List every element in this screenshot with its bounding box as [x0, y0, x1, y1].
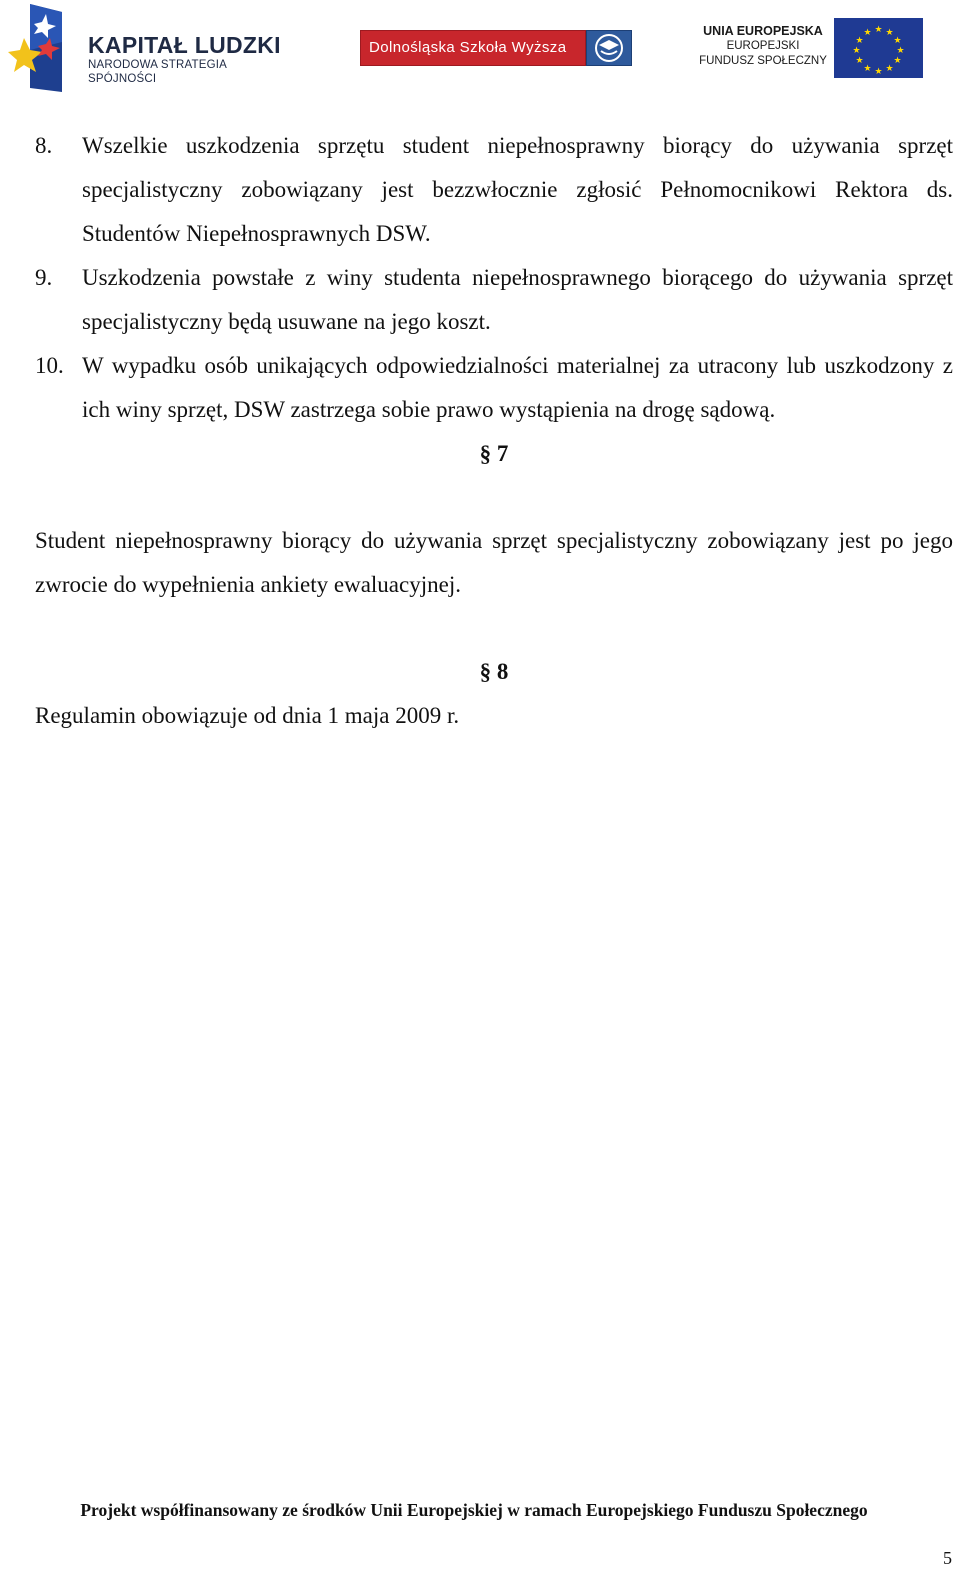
- page-header: [0, 0, 960, 100]
- svg-text:★: ★: [855, 36, 864, 46]
- svg-text:★: ★: [863, 28, 872, 38]
- dsw-emblem-icon: [586, 30, 632, 66]
- kapital-ludzki-logo: [4, 2, 294, 94]
- item-number: 8.: [35, 133, 53, 158]
- item-text: Uszkodzenia powstałe z winy studenta niepełnosprawnego biorącego do używania sprzęt specjalistyczny będą usuwane na jego koszt.: [82, 265, 953, 334]
- dsw-logo: [360, 30, 632, 66]
- eu-line-2: EUROPEJSKI: [726, 40, 800, 52]
- svg-text:★: ★: [893, 56, 902, 66]
- item-text: W wypadku osób unikających odpowiedzialności materialnej za utracony lub uszkodzony z ich winy sprzęt, DSW zastrzega sobie prawo wystąpienia na drogę sądową.: [82, 353, 953, 422]
- svg-text:★: ★: [885, 28, 894, 38]
- svg-text:★: ★: [896, 46, 905, 56]
- item-text: Wszelkie uszkodzenia sprzętu student niepełnosprawny biorący do używania sprzęt specjalistyczny zobowiązany jest bezzwłocznie zgłosić Pełnomocnikowi Rektora ds. Studentów Niepełnosprawnych DSW.: [82, 133, 953, 246]
- section-8-heading: § 8: [479, 659, 509, 684]
- section-8-text: Regulamin obowiązuje od dnia 1 maja 2009 r.: [35, 703, 460, 728]
- eu-flag-icon: [834, 18, 923, 78]
- page-footer: Projekt współfinansowany ze środków Unii Europejskiej w ramach Europejskiego Funduszu Społecznego: [80, 1500, 868, 1520]
- kapital-ludzki-title: KAPITAŁ LUDZKI: [88, 32, 281, 58]
- kapital-ludzki-emblem-icon: [4, 2, 66, 94]
- svg-text:★: ★: [863, 64, 872, 74]
- item-number: 10.: [35, 353, 64, 378]
- list-item: [35, 124, 953, 256]
- eu-logo: [698, 18, 926, 78]
- list-item: [35, 344, 953, 432]
- svg-text:★: ★: [855, 56, 864, 66]
- svg-text:★: ★: [874, 67, 883, 77]
- kapital-ludzki-subtitle: NARODOWA STRATEGIA SPÓJNOŚCI: [88, 59, 227, 85]
- page-number: 5: [943, 1548, 952, 1568]
- list-item: [35, 256, 953, 344]
- svg-text:★: ★: [852, 46, 861, 56]
- dsw-name: Dolnośląska Szkoła Wyższa: [369, 39, 567, 56]
- section-7-heading: § 7: [479, 441, 509, 466]
- section-7-text: Student niepełnosprawny biorący do używania sprzęt specjalistyczny zobowiązany jest po jego zwrocie do wypełnienia ankiety ewaluacyjnej.: [35, 528, 953, 597]
- svg-text:★: ★: [893, 36, 902, 46]
- item-number: 9.: [35, 265, 53, 290]
- svg-text:★: ★: [885, 64, 894, 74]
- eu-line-3: FUNDUSZ SPOŁECZNY: [699, 55, 827, 67]
- svg-text:★: ★: [874, 25, 883, 35]
- document-body: [35, 124, 953, 738]
- eu-title: UNIA EUROPEJSKA: [703, 24, 823, 38]
